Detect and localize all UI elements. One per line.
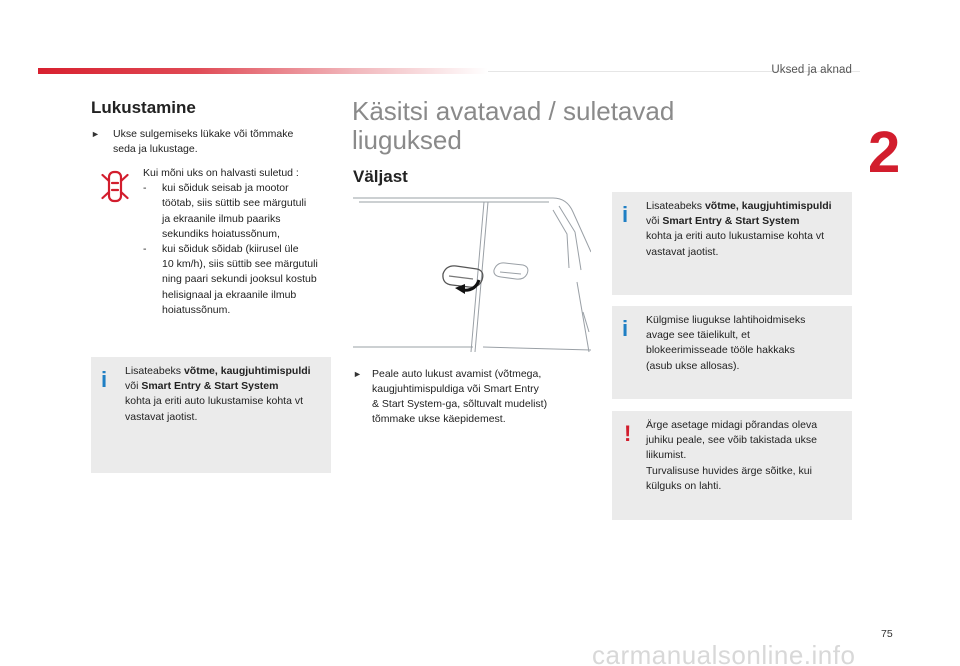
warning-item-text: kui sõiduk sõidab (kiirusel üle 10 km/h), siis süttib see märgutuli ning paari sekundi jooksul kostub helisignaal ja ekraanile ilmub hoiatussõnum. <box>162 243 318 316</box>
warning-item-driving <box>143 242 338 318</box>
exclamation-icon: ! <box>624 421 632 446</box>
open-door-warning-icon <box>101 169 129 205</box>
warning-note <box>143 166 338 318</box>
info-box-right-top-text: Lisateabeks võtme, kaugjuhtimispuldi või Smart Entry & Start System kohta ja eriti auto lukustamise kohta vt vastavat jaotist. <box>646 200 832 258</box>
header-red-bar <box>38 68 488 74</box>
watermark: carmanualsonline.info <box>592 640 856 666</box>
dash-marker: - <box>143 182 147 195</box>
warning-box-right <box>612 411 852 520</box>
page-title-line2: liuguksed <box>352 125 462 155</box>
bullet-open-sliding-door <box>353 367 593 427</box>
page-title-line1: Käsitsi avatavad / suletavad <box>352 96 675 126</box>
info-box-right-middle-text: Külgmise liugukse lahtihoidmiseks avage see täielikult, et blokeerimisseade tööle hakkaks (asub ukse allosas). <box>646 314 806 372</box>
warning-item-text: kui sõiduk seisab ja mootor töötab, siis süttib see märgutuli ja ekraanile ilmub paariks sekundiks hoiatussõnum, <box>162 182 307 240</box>
page-title <box>352 97 674 155</box>
info-box-left-text: Lisateabeks võtme, kaugjuhtimispuldi või Smart Entry & Start System kohta ja eriti auto lukustamise kohta vt vastavat jaotist. <box>125 365 311 423</box>
bullet-lock-instruction <box>91 127 321 157</box>
bullet-open-text: Peale auto lukust avamist (võtmega, kaugjuhtimispuldiga või Smart Entry & Start System-ga, sõltuvalt mudelist) tõmmake ukse käepidemest. <box>372 368 548 425</box>
bullet-arrow-icon: ► <box>91 129 100 139</box>
info-box-right-middle <box>612 306 852 399</box>
heading-locking: Lukustamine <box>91 98 196 117</box>
heading-outside: Väljast <box>353 167 408 186</box>
warning-item-stationary <box>143 181 338 242</box>
info-box-left <box>91 357 331 473</box>
dash-marker: - <box>143 243 147 256</box>
info-icon: i <box>622 316 629 341</box>
page-number: 75 <box>881 628 893 640</box>
bullet-lock-text: Ukse sulgemiseks lükake või tõmmake seda ja lukustage. <box>113 128 294 155</box>
bullet-arrow-icon: ► <box>353 369 362 379</box>
section-title: Uksed ja aknad <box>771 64 852 76</box>
sliding-door-handle-illustration <box>353 192 591 355</box>
warning-box-right-text: Ärge asetage midagi põrandas oleva juhiku peale, see võib takistada ukse liikumist. Turvalisuse huvides ärge sõitke, kui külguks on lahti. <box>646 419 818 492</box>
info-icon: i <box>101 367 108 392</box>
info-box-right-top <box>612 192 852 295</box>
chapter-number: 2 <box>868 120 901 185</box>
info-icon: i <box>622 202 629 227</box>
warning-intro: Kui mõni uks on halvasti suletud : <box>143 167 299 179</box>
